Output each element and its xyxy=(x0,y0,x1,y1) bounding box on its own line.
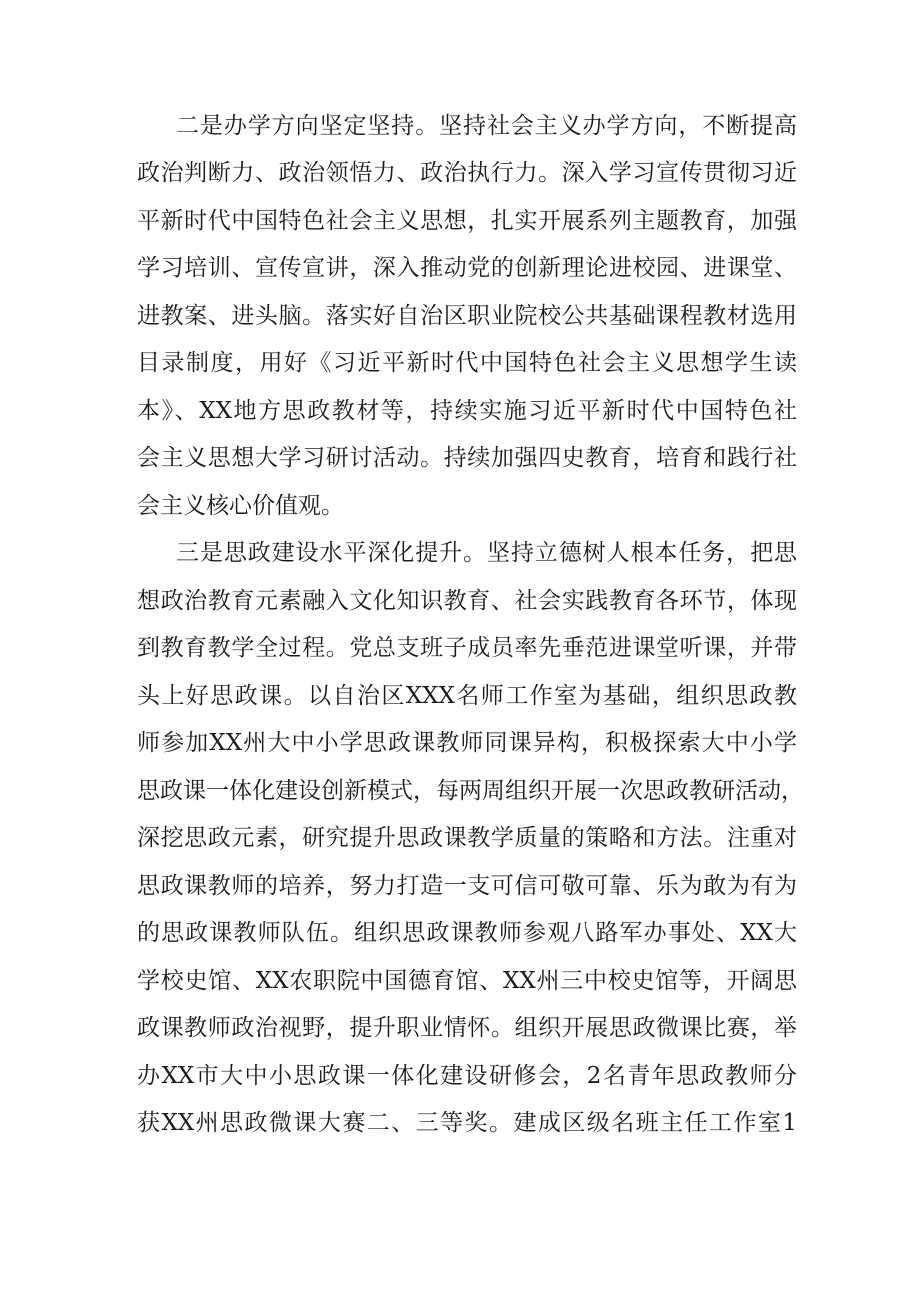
paragraph-2-line-8: 思政课教师的培养，努力打造一支可信可敬可靠、乐为敢为有为 xyxy=(137,873,797,899)
paragraph-1-line-6: 目录制度，用好《习近平新时代中国特色社会主义思想学生读 xyxy=(137,350,797,376)
paragraph-2-line-2: 想政治教育元素融入文化知识教育、社会实践教育各环节，体现 xyxy=(137,588,797,614)
paragraph-2-line-7: 深挖思政元素，研究提升思政课教学质量的策略和方法。注重对 xyxy=(137,825,797,851)
paragraph-1-line-7: 本》、XX地方思政教材等，持续实施习近平新时代中国特色社 xyxy=(137,398,797,424)
paragraph-2-line-13: 获XX州思政微课大赛二、三等奖。建成区级名班主任工作室1 xyxy=(137,1110,797,1136)
paragraph-2-line-9: 的思政课教师队伍。组织思政课教师参观八路军办事处、XX大 xyxy=(137,920,797,946)
paragraph-1-line-8: 会主义思想大学习研讨活动。持续加强四史教育，培育和践行社 xyxy=(137,445,797,471)
paragraph-2-line-5: 师参加XX州大中小学思政课教师同课异构，积极探索大中小学 xyxy=(137,730,797,756)
paragraph-1-line-4: 学习培训、宣传宣讲，深入推动党的创新理论进校园、进课堂、 xyxy=(137,255,797,281)
paragraph-1-line-1: 二是办学方向坚定坚持。坚持社会主义办学方向，不断提高 xyxy=(176,113,797,139)
paragraph-1-line-2: 政治判断力、政治领悟力、政治执行力。深入学习宣传贯彻习近 xyxy=(137,160,797,186)
paragraph-2-line-3: 到教育教学全过程。党总支班子成员率先垂范进课堂听课，并带 xyxy=(137,635,797,661)
paragraph-1-line-9: 会主义核心价值观。 xyxy=(137,493,344,519)
paragraph-2-line-4: 头上好思政课。以自治区XXX名师工作室为基础，组织思政教 xyxy=(137,683,797,709)
paragraph-1-line-3: 平新时代中国特色社会主义思想，扎实开展系列主题教育，加强 xyxy=(137,208,797,234)
paragraph-1-line-5: 进教案、进头脑。落实好自治区职业院校公共基础课程教材选用 xyxy=(137,303,797,329)
paragraph-2-line-12: 办XX市大中小思政课一体化建设研修会，2名青年思政教师分 xyxy=(137,1063,797,1089)
paragraph-2-line-1: 三是思政建设水平深化提升。坚持立德树人根本任务，把思 xyxy=(176,540,797,566)
paragraph-2-line-10: 学校史馆、XX农职院中国德育馆、XX州三中校史馆等，开阔思 xyxy=(137,968,797,994)
paragraph-2-line-11: 政课教师政治视野，提升职业情怀。组织开展思政微课比赛，举 xyxy=(137,1015,797,1041)
paragraph-2-line-6: 思政课一体化建设创新模式，每两周组织开展一次思政教研活动， xyxy=(137,778,804,804)
